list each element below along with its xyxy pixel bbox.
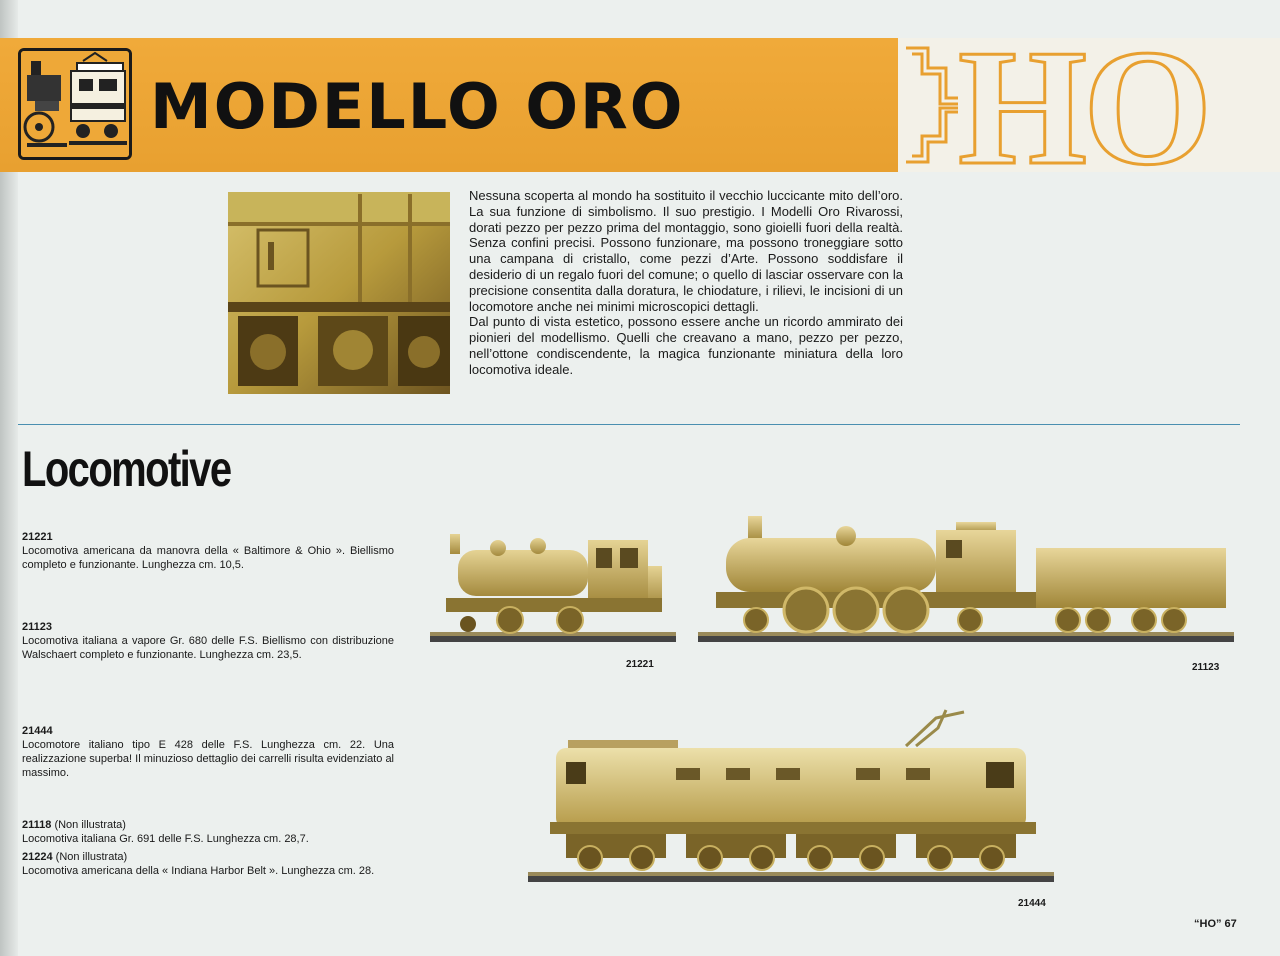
loco-21444-image — [526, 704, 1056, 890]
intro-paragraph-1: Nessuna scoperta al mondo ha sostituito il vecchio luccicante mito dell’oro. La sua funzione di simbolismo. Il suo prestigio. I Modelli Oro Rivarossi, dorati pezzo per pezzo prima del montaggio, sono gioielli fuori della realtà. Senza confini precisi. Possono funzionare, ma possono troneggiare sotto una campana di cristallo, come pezzi d’Arte. Possono soddisfare il desiderio di un regalo fuori del comune; o quello di lasciar osservare con la precisione consentita dalla doratura, le chiodature, i rilievi, le incisioni di un locomotore anche nei minimi microscopici dettagli. — [469, 188, 903, 314]
product-item-21221 — [22, 530, 394, 572]
page-number: “HO” 67 — [1194, 918, 1237, 930]
product-code: 21118 — [22, 819, 52, 831]
intro-text — [469, 188, 903, 378]
product-code: 21123 — [22, 621, 52, 633]
section-title: Locomotive — [22, 441, 231, 497]
product-item-21123 — [22, 620, 394, 662]
caption-21221: 21221 — [626, 659, 654, 670]
product-code: 21444 — [22, 725, 53, 737]
page-title: MODELLO ORO — [150, 70, 685, 143]
gold-detail-photo — [228, 192, 450, 394]
caption-21123: 21123 — [1192, 662, 1220, 673]
product-description: Locomotiva americana della « Indiana Harbor Belt ». Lunghezza cm. 28. — [22, 865, 375, 877]
caption-21444: 21444 — [1018, 898, 1046, 909]
section-divider — [18, 424, 1240, 425]
train-logo-icon — [18, 48, 132, 160]
product-description: Locomotiva americana da manovra della « Baltimore & Ohio ». Biellismo completo e funzionante. Lunghezza cm. 10,5. — [22, 545, 394, 571]
product-note: (Non illustrata) — [54, 819, 126, 831]
loco-21123-image — [696, 512, 1236, 652]
product-item-21224 — [22, 850, 394, 878]
product-code: 21221 — [22, 531, 53, 543]
product-description: Locomotore italiano tipo E 428 delle F.S. Lunghezza cm. 22. Una realizzazione superba! Il minuzioso dettaglio dei carrelli risulta evidenziato al massimo. — [22, 739, 394, 779]
intro-paragraph-2: Dal punto di vista estetico, possono essere anche un ricordo ammirato dei pionieri del modellismo. Quelli che creavano a mano, pezzo per pezzo, nell’ottone condiscendente, la magica funzionante miniatura della loro locomotiva ideale. — [469, 314, 903, 377]
product-note: (Non illustrata) — [55, 851, 128, 863]
product-description: Locomotiva italiana a vapore Gr. 680 delle F.S. Biellismo con distribuzione Walschaert completo e funzionante. Lunghezza cm. 23,5. — [22, 635, 394, 661]
ho-badge: HO — [958, 15, 1209, 199]
loco-21221-image — [428, 520, 678, 650]
product-code: 21224 — [22, 851, 53, 863]
product-item-21118 — [22, 818, 394, 846]
product-item-21444 — [22, 724, 394, 780]
product-description: Locomotiva italiana Gr. 691 delle F.S. Lunghezza cm. 28,7. — [22, 833, 309, 845]
